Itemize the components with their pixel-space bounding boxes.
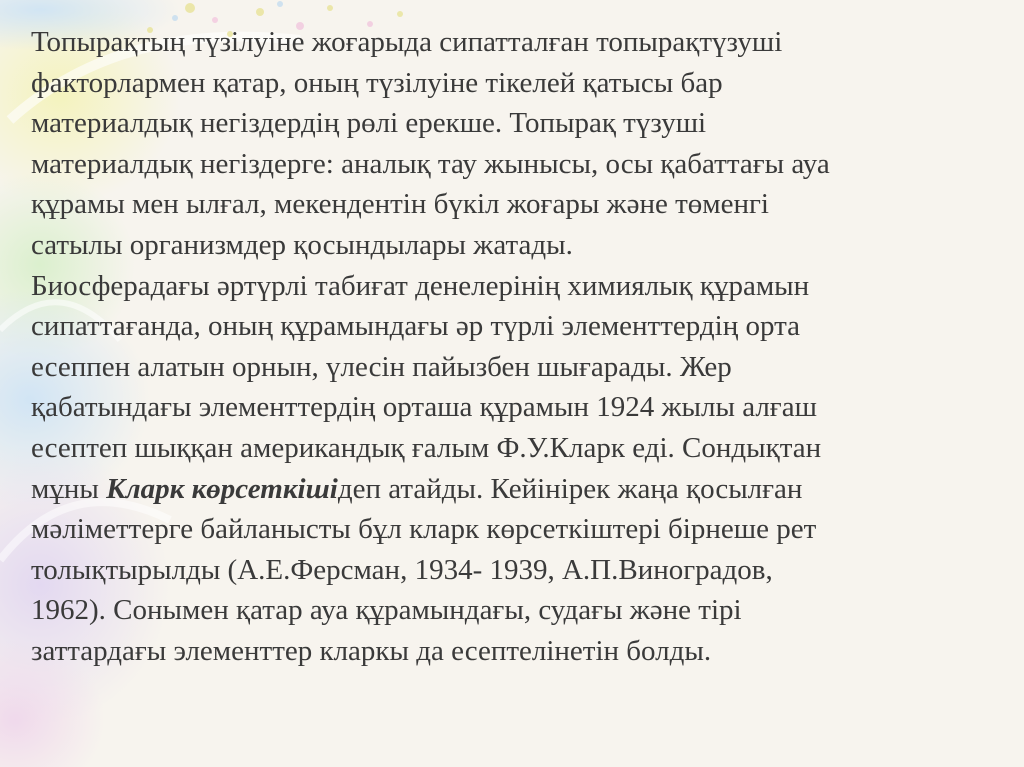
text-line: есептеп шыққан американдық ғалым Ф.У.Кларк еді. Сондықтан — [31, 431, 822, 464]
text-line: сатылы организмдер қосындылары жатады. — [31, 228, 573, 261]
text-line: материалдық негіздердің рөлі ерекше. Топырақ түзуші — [31, 107, 707, 140]
text-line: сипаттағанда, оның құрамындағы әр түрлі элементтердің орта — [31, 310, 800, 343]
text-fragment: деп атайды. Кейінірек жаңа қосылған — [337, 472, 803, 505]
text-line: толықтырылды (А.Е.Ферсман, 1934- 1939, А.П.Виноградов, — [31, 553, 773, 586]
text-line: құрамы мен ылғал, мекендентін бүкіл жоғары және төменгі — [31, 188, 769, 221]
emphasized-term: Кларк көрсеткіші — [106, 472, 338, 505]
text-fragment: мұны — [31, 472, 107, 505]
text-line: 1962). Сонымен қатар ауа құрамындағы, судағы және тірі — [31, 594, 742, 627]
text-line-with-emphasis — [31, 469, 1011, 510]
text-line: мәліметтерге байланысты бұл кларк көрсеткіштері бірнеше рет — [31, 513, 817, 546]
paragraph-1 — [31, 22, 1011, 266]
text-line: материалдық негіздерге: аналық тау жынысы, осы қабаттағы ауа — [31, 147, 830, 180]
paragraph-2 — [31, 266, 1011, 672]
body-text — [31, 22, 1011, 672]
text-line: қабатындағы элементтердің орташа құрамын 1924 жылы алғаш — [31, 391, 817, 424]
text-line: есеппен алатын орнын, үлесін пайызбен шығарады. Жер — [31, 350, 732, 383]
text-line: Топырақтың түзілуіне жоғарыда сипатталған топырақтүзуші — [31, 26, 783, 58]
text-line: заттардағы элементтер кларкы да есептелінетін болды. — [31, 634, 712, 667]
text-line: Биосферадағы әртүрлі табиғат денелерінің химиялық құрамын — [31, 269, 810, 302]
text-line: факторлармен қатар, оның түзілуіне тікелей қатысы бар — [31, 66, 723, 99]
